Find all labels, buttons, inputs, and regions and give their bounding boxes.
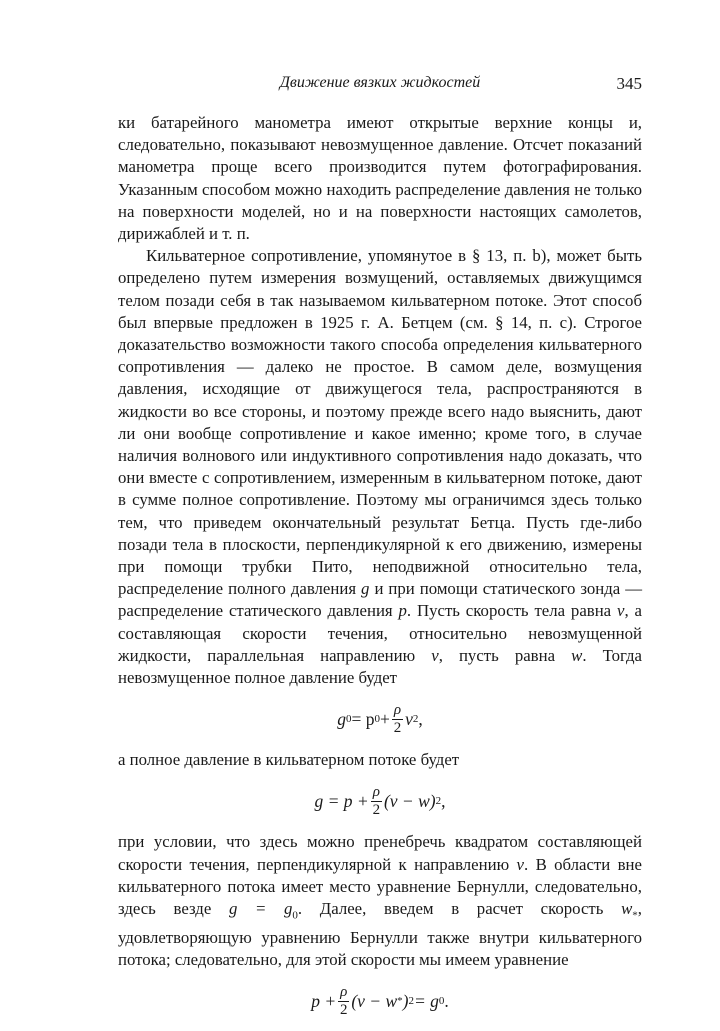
formula-superscript: 2 (435, 795, 442, 808)
text-run: , пусть равна (438, 645, 556, 665)
page-number: 345 (616, 74, 642, 93)
fraction-numerator: ρ (340, 983, 348, 1000)
fraction-denominator: 2 (339, 1001, 348, 1018)
formula-subscript: 0 (346, 713, 352, 726)
formula-term: p + (311, 990, 337, 1011)
symbol-w-star: w (621, 899, 633, 919)
text-run: . Далее, введем в расчет скорость (297, 899, 604, 919)
formula-wake-total-pressure (118, 771, 642, 831)
formula-punctuation: , (418, 709, 423, 730)
fraction-denominator: 2 (393, 719, 402, 736)
symbol-p: p (398, 601, 407, 621)
formula-undisturbed-total-pressure (118, 689, 642, 749)
formula-subscript: 0 (374, 713, 380, 726)
formula-term: (v − w (351, 990, 398, 1011)
formula-subscript: * (397, 994, 403, 1007)
fraction-numerator: ρ (372, 783, 380, 800)
inline-subscript: 0 (292, 909, 298, 922)
paragraph-wake-drag (118, 245, 642, 689)
page-header (118, 74, 642, 98)
fraction-denominator: 2 (372, 801, 381, 818)
paragraph-wake-pressure: а полное давление в кильватерном потоке будет (118, 750, 460, 770)
formula-fraction (371, 784, 382, 819)
formula-term: = p (351, 709, 375, 730)
fraction-numerator: ρ (393, 701, 402, 718)
inline-equation: g = g (228, 899, 293, 919)
inline-subscript: * (632, 909, 638, 922)
text-run: . Тогда невозмущенное полное давление будет (118, 645, 642, 688)
formula-term: v (405, 709, 413, 730)
formula-term: g (337, 709, 346, 730)
formula-term: (v − w) (383, 791, 436, 812)
text-run: Кильватерное сопротивление, упомянутое в § 13, п. b), может быть определено путем измерения возмущений, оставляемых движущимся телом позади себя в так называемом кильватерном потоке. Этот способ был впервые предложен в 1925 г. А. Бетцем (см. § 14, п. c). Строгое доказательство возможности такого способа определения кильватерного сопротивления — далеко не простое. В самом деле, возмущения давления, исходящие от движущегося тела, распространяются в жидкости во все стороны, и поэтому прежде всего надо выяснить, дают ли они вообще сопротивление и какое именно; кроме того, в случае наличия волнового или индуктивного сопротивления надо доказать, что они вместе с сопротивлением, измеренным в кильватерном потоке, дают в сумме полное сопротивление. Поэтому мы ограничимся здесь только тем, что приведем окончательный результат Бетца. Пусть где-либо позади тела в плоскости, перпендикулярной к его движению, измерены при помощи трубки Пито, неподвижной относительно тела, распределение полного давления (118, 246, 642, 599)
text-run: , а составляющая скорости течения, относительно невозмущенной жидкости, параллельная направлению (118, 601, 642, 665)
running-title: Движение вязких жидкостей (279, 74, 481, 91)
symbol-g: g (361, 579, 370, 599)
formula-operator: + (380, 709, 390, 730)
formula-superscript: 2 (412, 713, 419, 726)
page-body (118, 112, 642, 1031)
formula-bernoulli-wake (118, 971, 642, 1031)
formula-term: = g (413, 990, 439, 1011)
formula-superscript: 2 (408, 994, 414, 1007)
paragraph-bernoulli (118, 831, 642, 971)
formula-fraction (338, 984, 349, 1019)
formula-fraction (392, 702, 403, 737)
text-run: , удовлетворяющую уравнению Бернулли также внутри кильватерного потока; следовательно, для этой скорости мы имеем уравнение (118, 899, 642, 969)
formula-term: g = p + (314, 791, 369, 812)
formula-term: ) (402, 990, 409, 1011)
formula-punctuation: , (441, 791, 446, 812)
formula-punctuation: . (444, 990, 449, 1011)
text-run: . В области вне кильватерного потока имеет место уравнение Бернулли, следовательно, здесь везде (118, 854, 642, 919)
text-run: при условии, что здесь можно пренебречь квадратом составляющей скорости течения, перпендикулярной к направлению (118, 832, 642, 874)
text-run: . Пусть скорость тела равна (406, 601, 612, 621)
symbol-v: v (516, 854, 524, 874)
symbol-w: w (571, 645, 583, 665)
paragraph-continuation: ки батарейного манометра имеют открытые верхние концы и, следовательно, показывают невозмущенное давление. Отсчет показаний манометра проще всего производится путем фотографирования. Указанным способом можно находить распределение давления не только на поверхности моделей, но и на поверхности настоящих самолетов, дирижаблей и т. п. (118, 113, 642, 244)
formula-subscript: 0 (438, 994, 445, 1007)
text-run: и при помощи статического зонда — распределение статического давления (118, 579, 642, 621)
symbol-v: v (617, 601, 625, 621)
symbol-v: v (431, 645, 439, 665)
